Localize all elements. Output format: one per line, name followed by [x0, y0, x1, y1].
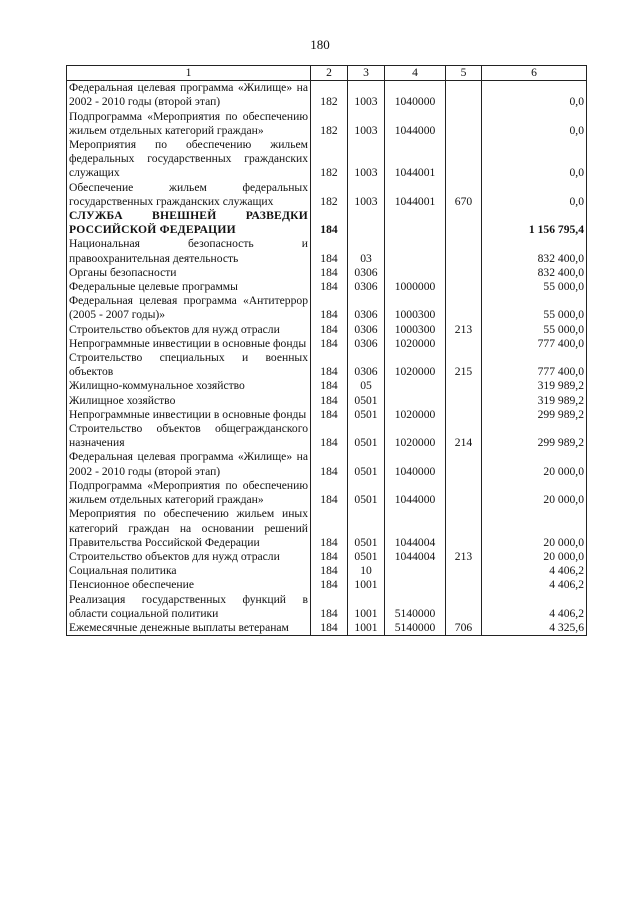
row-amount-cell: 777 400,0	[482, 351, 587, 379]
row-name-cell: Непрограммные инвестиции в основные фонды	[67, 408, 311, 422]
row-type-cell	[446, 479, 482, 507]
row-name-cell: Обеспечение жильем федеральных государственных гражданских служащих	[67, 181, 311, 209]
row-section-cell: 0306	[348, 323, 385, 337]
table-row	[67, 450, 587, 478]
table-row	[67, 337, 587, 351]
row-name-cell: Мероприятия по обеспечению жильем федеральных государственных гражданских служащих	[67, 138, 311, 181]
row-name-cell: Федеральная целевая программа «Антитеррор (2005 - 2007 годы)»	[67, 294, 311, 322]
row-amount-cell: 20 000,0	[482, 479, 587, 507]
row-target-cell	[385, 266, 446, 280]
table-row	[67, 550, 587, 564]
table-row	[67, 323, 587, 337]
row-type-cell	[446, 266, 482, 280]
row-code-cell: 184	[311, 294, 348, 322]
row-section-cell: 1003	[348, 81, 385, 110]
row-code-cell: 182	[311, 81, 348, 110]
row-type-cell: 213	[446, 550, 482, 564]
row-name-cell: Строительство объектов общегражданского назначения	[67, 422, 311, 450]
row-section-cell: 0306	[348, 337, 385, 351]
column-header: 3	[348, 66, 385, 81]
row-type-cell	[446, 337, 482, 351]
row-name-cell: Реализация государственных функций в области социальной политики	[67, 593, 311, 621]
table-row	[67, 237, 587, 265]
row-section-cell: 0501	[348, 507, 385, 550]
table-row	[67, 294, 587, 322]
row-name-cell: Ежемесячные денежные выплаты ветеранам	[67, 621, 311, 636]
table-row	[67, 578, 587, 592]
row-target-cell: 1020000	[385, 337, 446, 351]
row-type-cell	[446, 394, 482, 408]
column-header: 6	[482, 66, 587, 81]
row-type-cell	[446, 379, 482, 393]
column-header: 4	[385, 66, 446, 81]
row-type-cell	[446, 110, 482, 138]
row-name-cell: Федеральная целевая программа «Жилище» на 2002 - 2010 годы (второй этап)	[67, 81, 311, 110]
row-target-cell: 5140000	[385, 593, 446, 621]
row-name-cell: Органы безопасности	[67, 266, 311, 280]
row-section-cell: 0501	[348, 408, 385, 422]
row-code-cell: 184	[311, 379, 348, 393]
row-name-cell: Строительство объектов для нужд отрасли	[67, 550, 311, 564]
row-section-cell: 0501	[348, 394, 385, 408]
row-amount-cell: 55 000,0	[482, 294, 587, 322]
row-type-cell	[446, 564, 482, 578]
table-row	[67, 266, 587, 280]
row-code-cell: 184	[311, 337, 348, 351]
row-type-cell	[446, 280, 482, 294]
row-target-cell: 1040000	[385, 81, 446, 110]
row-code-cell: 184	[311, 266, 348, 280]
row-name-cell: СЛУЖБА ВНЕШНЕЙ РАЗВЕДКИ РОССИЙСКОЙ ФЕДЕРАЦИИ	[67, 209, 311, 237]
row-type-cell	[446, 81, 482, 110]
row-code-cell: 184	[311, 408, 348, 422]
table-row	[67, 280, 587, 294]
row-code-cell: 184	[311, 564, 348, 578]
row-section-cell	[348, 209, 385, 237]
row-target-cell	[385, 578, 446, 592]
row-amount-cell: 319 989,2	[482, 379, 587, 393]
row-code-cell: 184	[311, 209, 348, 237]
row-target-cell	[385, 379, 446, 393]
row-target-cell: 1000300	[385, 323, 446, 337]
row-section-cell: 1003	[348, 138, 385, 181]
row-target-cell: 1044004	[385, 550, 446, 564]
row-target-cell: 1020000	[385, 422, 446, 450]
row-amount-cell: 777 400,0	[482, 337, 587, 351]
row-type-cell	[446, 209, 482, 237]
row-section-cell: 05	[348, 379, 385, 393]
row-type-cell	[446, 450, 482, 478]
table-row	[67, 351, 587, 379]
row-type-cell	[446, 408, 482, 422]
row-target-cell: 1044001	[385, 138, 446, 181]
row-target-cell: 1044000	[385, 110, 446, 138]
row-amount-cell: 319 989,2	[482, 394, 587, 408]
table-row	[67, 81, 587, 110]
row-type-cell	[446, 138, 482, 181]
row-section-cell: 1003	[348, 181, 385, 209]
row-code-cell: 184	[311, 450, 348, 478]
row-amount-cell: 0,0	[482, 138, 587, 181]
row-target-cell: 1000300	[385, 294, 446, 322]
column-header: 2	[311, 66, 348, 81]
row-target-cell: 1000000	[385, 280, 446, 294]
row-name-cell: Национальная безопасность и правоохранительная деятельность	[67, 237, 311, 265]
row-code-cell: 184	[311, 479, 348, 507]
row-name-cell: Строительство объектов для нужд отрасли	[67, 323, 311, 337]
row-code-cell: 182	[311, 181, 348, 209]
row-name-cell: Подпрограмма «Мероприятия по обеспечению жильем отдельных категорий граждан»	[67, 479, 311, 507]
row-section-cell: 10	[348, 564, 385, 578]
row-code-cell: 184	[311, 621, 348, 636]
row-target-cell	[385, 237, 446, 265]
column-number-header-row	[67, 66, 587, 81]
row-amount-cell: 0,0	[482, 81, 587, 110]
row-code-cell: 182	[311, 138, 348, 181]
table-row	[67, 181, 587, 209]
row-target-cell: 1020000	[385, 351, 446, 379]
row-section-cell: 0306	[348, 266, 385, 280]
row-type-cell	[446, 294, 482, 322]
row-target-cell	[385, 209, 446, 237]
row-amount-cell: 55 000,0	[482, 323, 587, 337]
table-row	[67, 110, 587, 138]
row-amount-cell: 4 406,2	[482, 593, 587, 621]
table-row	[67, 394, 587, 408]
table-body	[67, 81, 587, 636]
row-target-cell: 1040000	[385, 450, 446, 478]
row-name-cell: Непрограммные инвестиции в основные фонды	[67, 337, 311, 351]
row-section-cell: 1003	[348, 110, 385, 138]
row-name-cell: Жилищное хозяйство	[67, 394, 311, 408]
table-row	[67, 138, 587, 181]
table-row	[67, 479, 587, 507]
row-type-cell	[446, 578, 482, 592]
row-amount-cell: 4 325,6	[482, 621, 587, 636]
column-header: 5	[446, 66, 482, 81]
row-section-cell: 1001	[348, 578, 385, 592]
table-row	[67, 379, 587, 393]
row-name-cell: Социальная политика	[67, 564, 311, 578]
row-code-cell: 184	[311, 280, 348, 294]
table-row	[67, 507, 587, 550]
row-amount-cell: 20 000,0	[482, 507, 587, 550]
row-target-cell	[385, 564, 446, 578]
row-amount-cell: 0,0	[482, 110, 587, 138]
row-amount-cell: 299 989,2	[482, 422, 587, 450]
row-name-cell: Федеральные целевые программы	[67, 280, 311, 294]
row-amount-cell: 20 000,0	[482, 450, 587, 478]
row-section-cell: 0501	[348, 422, 385, 450]
row-code-cell: 184	[311, 394, 348, 408]
row-code-cell: 184	[311, 507, 348, 550]
row-type-cell: 670	[446, 181, 482, 209]
table-row	[67, 564, 587, 578]
row-section-cell: 0501	[348, 479, 385, 507]
row-code-cell: 184	[311, 593, 348, 621]
row-name-cell: Жилищно-коммунальное хозяйство	[67, 379, 311, 393]
row-type-cell: 214	[446, 422, 482, 450]
row-name-cell: Федеральная целевая программа «Жилище» на 2002 - 2010 годы (второй этап)	[67, 450, 311, 478]
row-name-cell: Строительство специальных и военных объектов	[67, 351, 311, 379]
row-amount-cell: 55 000,0	[482, 280, 587, 294]
row-target-cell: 1044001	[385, 181, 446, 209]
row-code-cell: 184	[311, 237, 348, 265]
row-type-cell: 213	[446, 323, 482, 337]
row-code-cell: 184	[311, 351, 348, 379]
budget-table	[66, 65, 587, 636]
row-section-cell: 03	[348, 237, 385, 265]
row-amount-cell: 832 400,0	[482, 266, 587, 280]
row-type-cell	[446, 237, 482, 265]
row-target-cell: 1020000	[385, 408, 446, 422]
table-row	[67, 621, 587, 636]
row-section-cell: 0501	[348, 550, 385, 564]
row-section-cell: 0306	[348, 351, 385, 379]
row-section-cell: 1001	[348, 593, 385, 621]
page-number: 180	[310, 37, 330, 52]
row-section-cell: 0306	[348, 294, 385, 322]
row-amount-cell: 20 000,0	[482, 550, 587, 564]
row-target-cell	[385, 394, 446, 408]
row-code-cell: 184	[311, 578, 348, 592]
row-amount-cell: 1 156 795,4	[482, 209, 587, 237]
row-target-cell: 1044000	[385, 479, 446, 507]
row-type-cell	[446, 593, 482, 621]
row-type-cell: 215	[446, 351, 482, 379]
row-type-cell: 706	[446, 621, 482, 636]
row-amount-cell: 0,0	[482, 181, 587, 209]
table-row	[67, 209, 587, 237]
row-amount-cell: 4 406,2	[482, 564, 587, 578]
table-row	[67, 422, 587, 450]
row-code-cell: 184	[311, 550, 348, 564]
row-code-cell: 184	[311, 323, 348, 337]
row-amount-cell: 832 400,0	[482, 237, 587, 265]
table-row	[67, 408, 587, 422]
column-header: 1	[67, 66, 311, 81]
row-code-cell: 184	[311, 422, 348, 450]
row-amount-cell: 299 989,2	[482, 408, 587, 422]
table-row	[67, 593, 587, 621]
row-name-cell: Подпрограмма «Мероприятия по обеспечению жильем отдельных категорий граждан»	[67, 110, 311, 138]
row-section-cell: 0306	[348, 280, 385, 294]
row-target-cell: 1044004	[385, 507, 446, 550]
row-target-cell: 5140000	[385, 621, 446, 636]
row-type-cell	[446, 507, 482, 550]
row-code-cell: 182	[311, 110, 348, 138]
row-section-cell: 0501	[348, 450, 385, 478]
row-amount-cell: 4 406,2	[482, 578, 587, 592]
row-name-cell: Пенсионное обеспечение	[67, 578, 311, 592]
row-section-cell: 1001	[348, 621, 385, 636]
row-name-cell: Мероприятия по обеспечению жильем иных категорий граждан на основании решений Правительства Российской Федерации	[67, 507, 311, 550]
